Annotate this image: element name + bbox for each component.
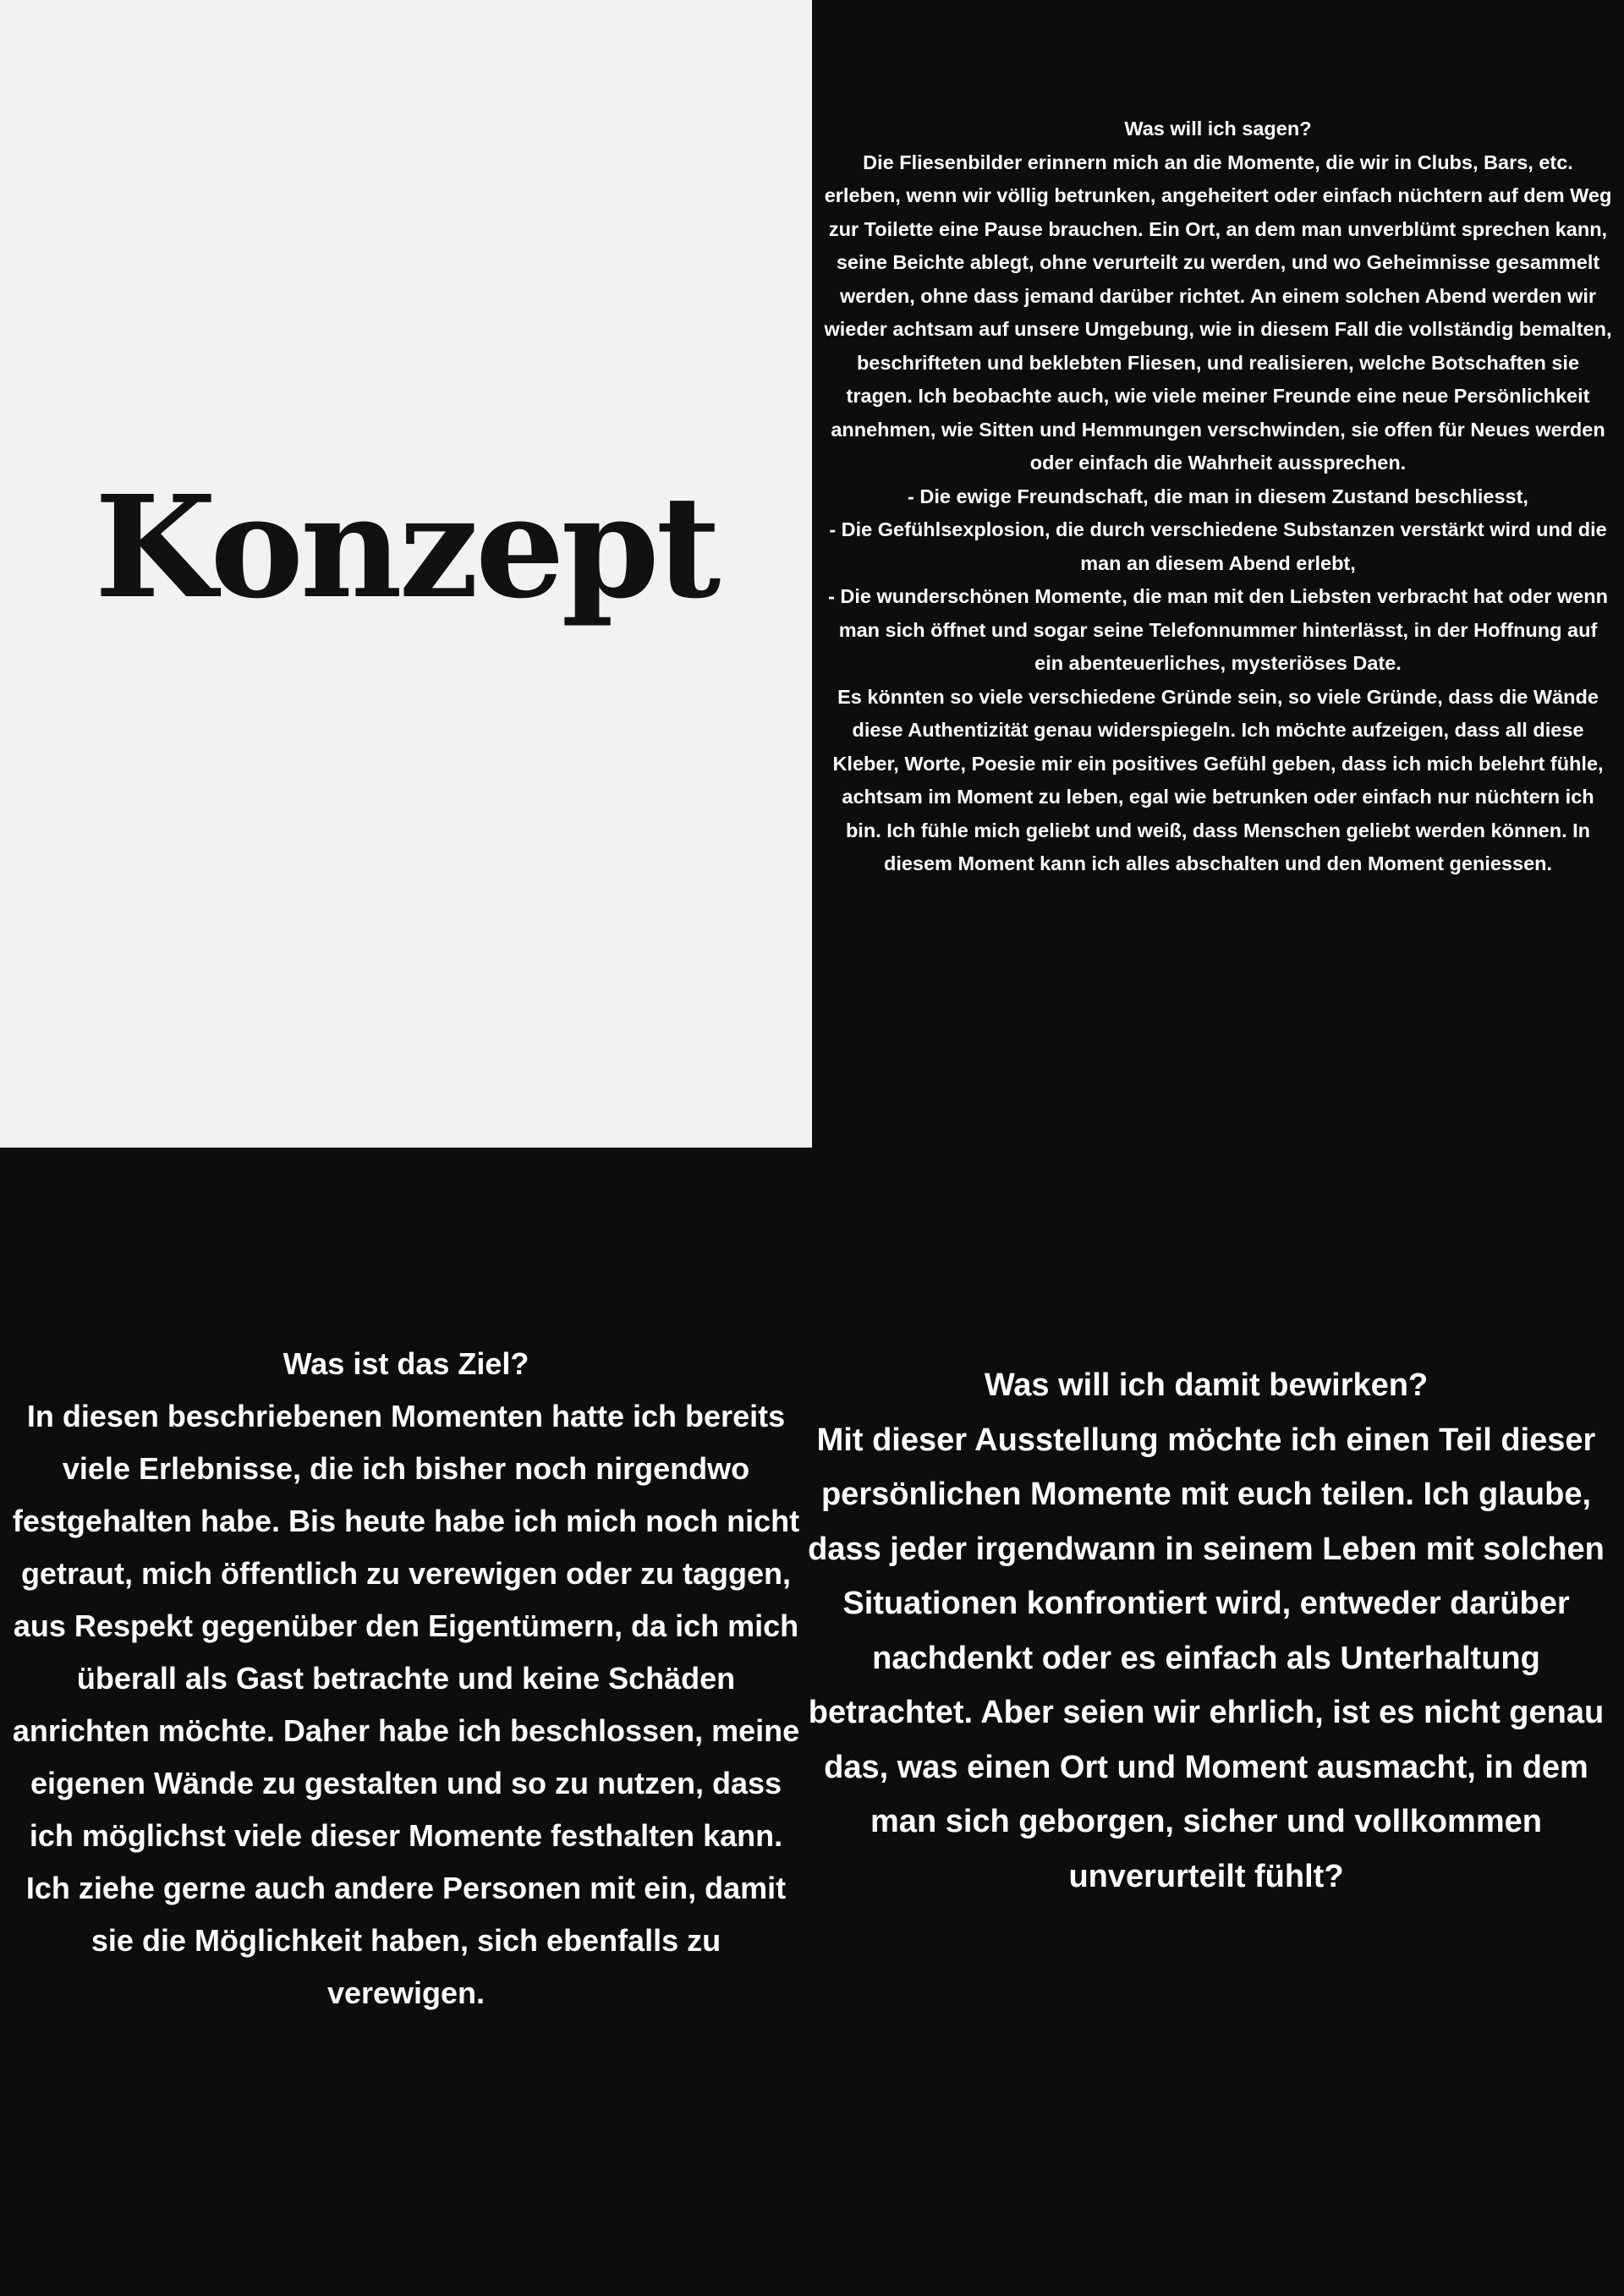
goal-section — [12, 1338, 800, 2019]
intent-list-item: - Die wunderschönen Momente, die man mit den Liebsten verbracht hat oder wenn man sich öffnet und sogar seine Telefonnummer hinterlässt, in der Hoffnung auf ein abenteuerliches, mysteriöses Date. — [828, 585, 1608, 674]
effect-section — [798, 1358, 1614, 1904]
intent-heading: Was will ich sagen? — [1124, 118, 1312, 140]
intent-body: Die Fliesenbilder erinnern mich an die Momente, die wir in Clubs, Bars, etc. erleben, wenn wir völlig betrunken, angeheitert oder einfach nüchtern auf dem Weg zur Toilette eine Pause brauchen. Ein Ort, an dem man unverblümt sprechen kann, seine Beichte ablegt, ohne verurteilt zu werden, und wo Geheimnisse gesammelt werden, ohne dass jemand darüber richtet. An einem solchen Abend werden wir wieder achtsam auf unsere Umgebung, wie in diesem Fall die vollständig bemalten, beschrifteten und beklebten Fliesen, und realisieren, welche Botschaften sie tragen. Ich beobachte auch, wie viele meiner Freunde eine neue Persönlichkeit annehmen, wie Sitten und Hemmungen verschwinden, sie offen für Neues werden oder einfach die Wahrheit aussprechen. — [824, 151, 1612, 474]
intent-closing: Es könnten so viele verschiedene Gründe sein, so viele Gründe, dass die Wände diese Authentizität genau widerspiegeln. Ich möchte aufzeigen, dass all diese Kleber, Worte, Poesie mir ein positives Gefühl geben, dass ich mich belehrt fühle, achtsam im Moment zu leben, egal wie betrunken oder einfach nur nüchtern ich bin. Ich fühle mich geliebt und weiß, dass Menschen geliebt werden können. In diesem Moment kann ich alles abschalten und den Moment geniessen. — [832, 685, 1604, 874]
intent-section — [822, 112, 1614, 881]
effect-body: Mit dieser Ausstellung möchte ich einen Teil dieser persönlichen Momente mit euch teilen. Ich glaube, dass jeder irgendwann in seinem Leben mit solchen Situationen konfrontiert wird, entweder darüber nachdenkt oder es einfach als Unterhaltung betrachtet. Aber seien wir ehrlich, ist es nicht genau das, was einen Ort und Moment ausmacht, in dem man sich geborgen, sicher und vollkommen unverurteilt fühlt? — [808, 1422, 1605, 1894]
title-panel — [0, 0, 812, 1148]
page-title: Konzept — [94, 465, 718, 630]
goal-heading: Was ist das Ziel? — [283, 1346, 529, 1381]
goal-body: In diesen beschriebenen Momenten hatte ich bereits viele Erlebnisse, die ich bisher noch nirgendwo festgehalten habe. Bis heute habe ich mich noch nicht getraut, mich öffentlich zu verewigen oder zu taggen, aus Respekt gegenüber den Eigentümern, da ich mich überall als Gast betrachte und keine Schäden anrichten möchte. Daher habe ich beschlossen, meine eigenen Wände zu gestalten und so zu nutzen, dass ich möglichst viele dieser Momente festhalten kann. Ich ziehe gerne auch andere Personen mit ein, damit sie die Möglichkeit haben, sich ebenfalls zu verewigen. — [12, 1399, 800, 2010]
intent-list-item: - Die Gefühlsexplosion, die durch verschiedene Substanzen verstärkt wird und die man an diesem Abend erlebt, — [829, 518, 1607, 574]
effect-heading: Was will ich damit bewirken? — [984, 1367, 1429, 1403]
intent-list-item: - Die ewige Freundschaft, die man in diesem Zustand beschliesst, — [908, 485, 1528, 507]
